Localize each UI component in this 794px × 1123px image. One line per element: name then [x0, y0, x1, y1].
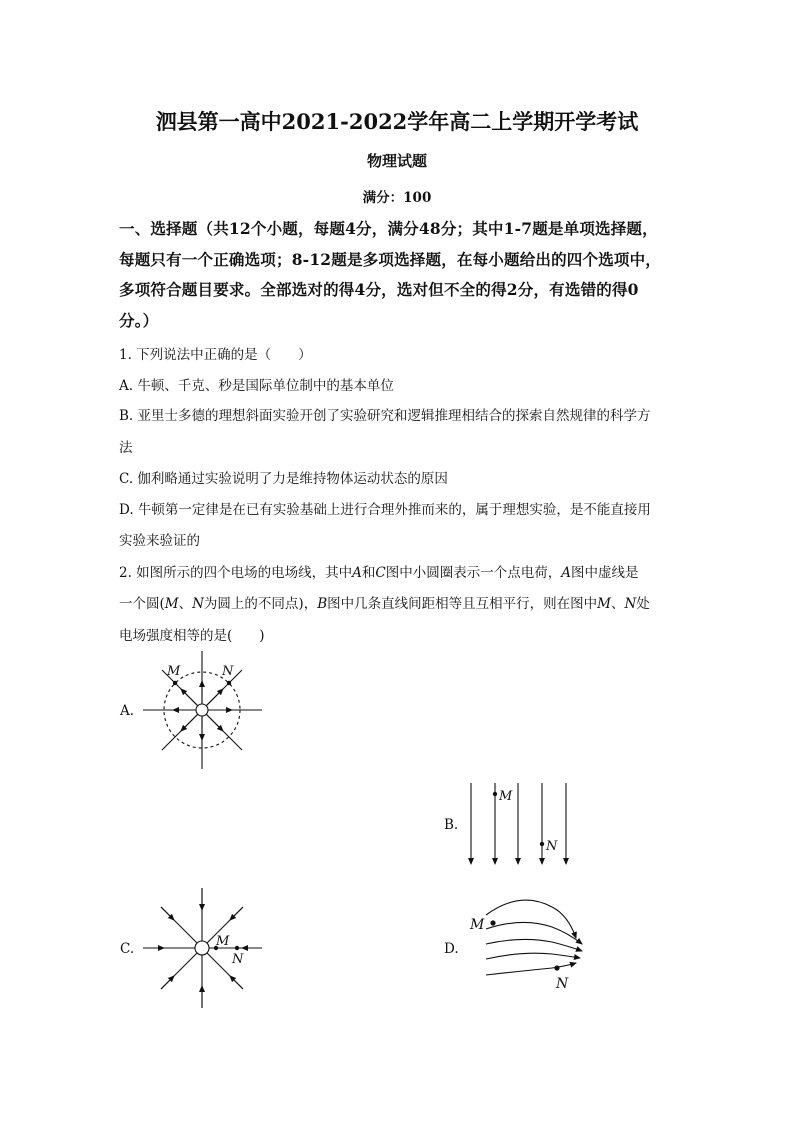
point-m: [493, 792, 497, 796]
point-n: [554, 965, 559, 970]
text: 2. 如图所示的四个电场的电场线，其中: [119, 565, 353, 581]
point-m: [173, 681, 177, 685]
point-charge: [195, 941, 209, 955]
q1-option-d: D. 牛顿第一定律是在已有实验基础上进行合理外推而来的，属于理想实验，是不能直接用: [119, 502, 651, 518]
q2-stem-line3: 电场强度相等的是( ): [119, 628, 265, 644]
text: 图中小圆圈表示一个点电荷，: [385, 565, 562, 581]
point-n: [540, 842, 544, 846]
q1-option-b-cont: 法: [119, 440, 133, 456]
q1-option-d-cont: 实验来验证的: [119, 533, 200, 549]
option-d-label: D.: [444, 941, 459, 957]
text: 处: [636, 596, 650, 612]
text: 、: [178, 596, 193, 612]
full-score: 满分：100: [362, 190, 432, 206]
label-n: N: [232, 952, 244, 967]
diagram-a: [143, 651, 262, 769]
point-charge: [196, 704, 208, 716]
label-m: M: [216, 934, 230, 949]
var-a: A: [561, 565, 572, 581]
label-m: M: [167, 664, 181, 679]
var-m: M: [164, 596, 179, 612]
option-c-label: C.: [120, 941, 135, 957]
var-n: N: [192, 596, 204, 612]
var-n: N: [624, 596, 637, 612]
text: 图中虚线是: [571, 565, 639, 581]
label-m: M: [470, 917, 485, 933]
point-n: [227, 681, 231, 685]
var-b: B: [317, 596, 328, 612]
section-line: 分。）: [119, 310, 159, 330]
q1-stem: 1. 下列说法中正确的是（ ）: [119, 347, 312, 363]
var-c: C: [375, 565, 386, 581]
var-a: A: [352, 565, 362, 581]
section-line: 每题只有一个正确选项；8-12题是多项选择题，在每小题给出的四个选项中，: [119, 249, 661, 269]
text: 图中几条直线间距相等且互相平行，则在图中: [327, 596, 598, 612]
var-m: M: [597, 596, 611, 612]
point-m: [490, 920, 495, 925]
q1-option-a: A. 牛顿、千克、秒是国际单位制中的基本单位: [119, 378, 394, 394]
text: 为圆上的不同点)，: [203, 596, 318, 612]
text: 、: [610, 596, 625, 612]
point-n: [235, 946, 239, 950]
label-n: N: [222, 664, 234, 679]
text: 一个圆(: [119, 596, 165, 612]
label-m: M: [499, 789, 513, 804]
option-b-label: B.: [444, 817, 459, 833]
section-line: 多项符合题目要求。全部选对的得4分，选对但不全的得2分，有选错的得0: [119, 280, 639, 299]
q1-option-c: C. 伽利略通过实验说明了力是维持物体运动状态的原因: [119, 471, 448, 487]
section-line: 一、选择题（共12个小题，每题4分，满分48分；其中1-7题是单项选择题，: [119, 219, 658, 238]
option-a-label: A.: [120, 703, 135, 719]
diagram-c: [143, 888, 262, 1008]
subject-title: 物理试题: [366, 152, 427, 170]
label-n: N: [546, 839, 558, 854]
diagram-d: [486, 900, 582, 975]
exam-title: 泗县第一高中2021-2022学年高二上学期开学考试: [155, 109, 639, 134]
text: 和: [361, 565, 376, 581]
label-n: N: [556, 976, 569, 992]
q1-option-b: B. 亚里士多德的理想斜面实验开创了实验研究和逻辑推理相结合的探索自然规律的科学方: [119, 408, 651, 424]
